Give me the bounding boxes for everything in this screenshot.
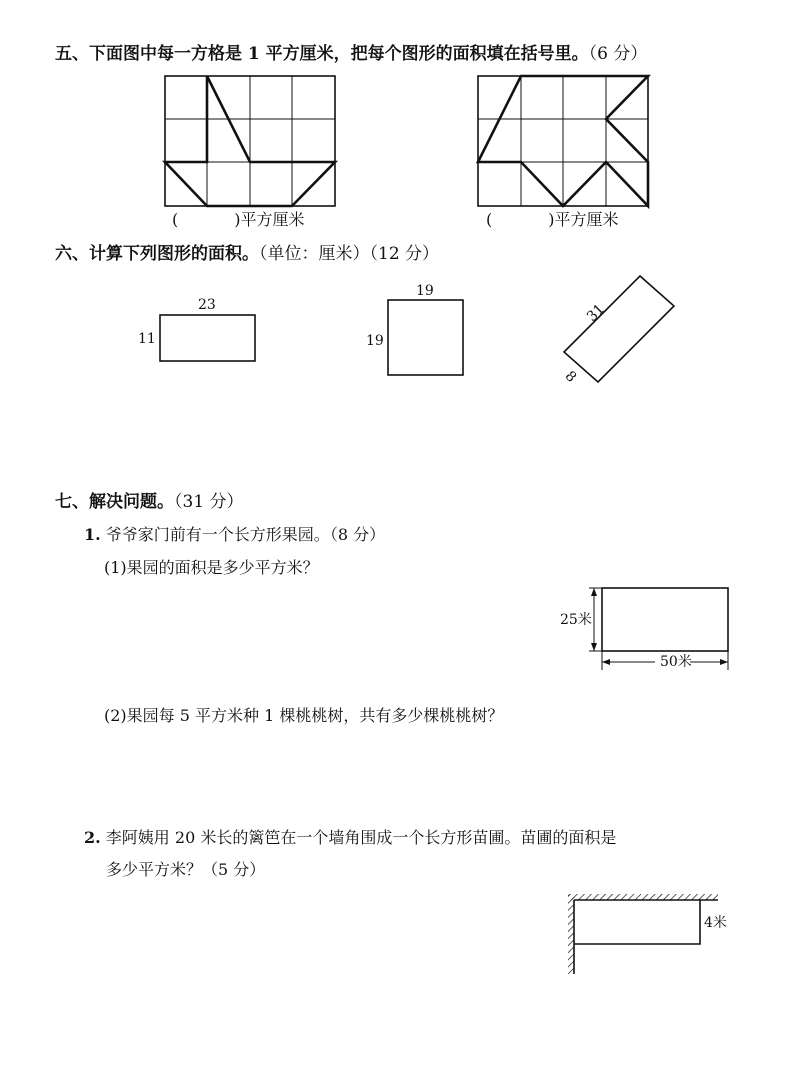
section6-title: 六、计算下列图形的面积。 [55,244,259,264]
section7-title: 七、解决问题。 [55,492,174,512]
answer-blank-2[interactable] [486,212,619,228]
blank1-open: ( [172,210,179,229]
rect-length-label: 23 [198,297,216,313]
nursery-side-label: 4米 [704,915,727,931]
grid-figure-1 [165,76,335,206]
section7-points: （31 分） [174,492,244,512]
section7-heading [55,494,244,511]
q2-question-line1: 李阿姨用 20 米长的篱笆在一个墙角围成一个长方形苗圃。苗圃的面积是 [105,828,617,847]
section5-points: （6 分） [588,44,648,64]
rectangle-shape [160,315,255,361]
rect-width-label: 11 [138,331,156,347]
q2-line2 [106,862,265,878]
arrow-left-icon [602,659,610,665]
wall-left-hatch [568,894,574,974]
section5-title: 五、下面图中每一方格是 1 平方厘米，把每个图形的面积填在括号里。 [55,44,589,64]
orchard-height-label: 25米 [560,612,592,628]
parallelogram-long-label: 31 [583,301,608,325]
section6-points: （单位：厘米）（12 分） [259,244,440,264]
answer-blank-1[interactable] [172,212,305,228]
q1-points: （8 分） [329,525,386,544]
square-left-label: 19 [366,333,384,349]
nursery-diagram [568,894,718,974]
arrow-right-icon [720,659,728,665]
q1-sub2: (2)果园每 5 平方米种 1 棵桃桃树，共有多少棵桃桃树？ [104,706,504,725]
orchard-diagram [589,588,728,670]
square-top-label: 19 [416,283,434,299]
q2-points: （5 分） [202,860,266,879]
q1-number: 1. [84,525,101,544]
q2-line1 [84,830,616,846]
parallelogram-short-label: 8 [561,368,580,386]
blank2-open: ( [486,210,493,229]
orchard-rect [602,588,728,651]
q1-sub1: (1)果园的面积是多少平方米？ [104,558,319,577]
orchard-width-label: 50米 [660,654,692,670]
q1-question: 爷爷家门前有一个长方形果园。 [105,525,330,544]
arrow-down-icon [591,643,597,651]
square-shape [388,300,463,375]
q2-number: 2. [84,828,101,847]
fence-line [574,900,700,944]
section6-heading [55,246,439,263]
q2-question-line2: 多少平方米？ [106,860,203,879]
q1-text [84,527,385,543]
parallelogram-shape [564,276,674,382]
blank1-unit: )平方厘米 [234,210,305,229]
blank2-unit: )平方厘米 [548,210,619,229]
arrow-up-icon [591,588,597,596]
grid-figure-2 [478,76,648,206]
wall-top-hatch [568,894,718,900]
